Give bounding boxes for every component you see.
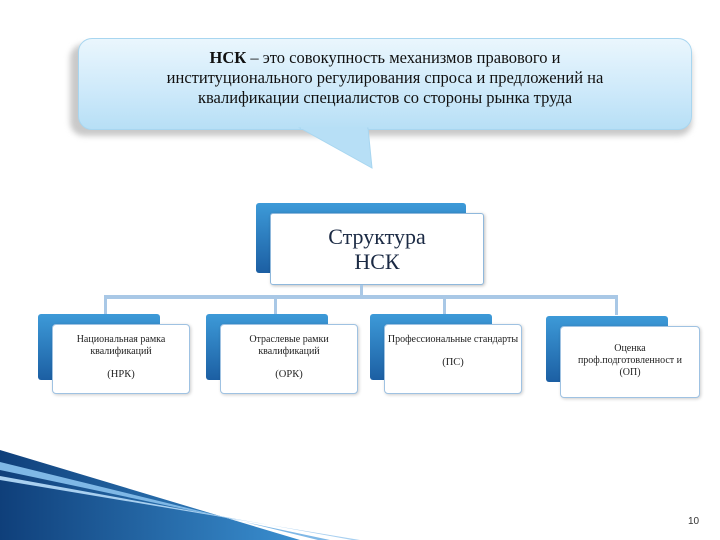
child-node-op [560, 326, 700, 398]
root-node-line-1: Структура [328, 224, 426, 249]
connector-drop-4 [615, 295, 618, 315]
child-node-abbr: (ОРК) [275, 369, 303, 380]
root-node [270, 213, 484, 285]
child-node-abbr: (НРК) [107, 369, 135, 380]
child-node-title: Отраслевые рамки квалификаций [249, 334, 329, 357]
child-node-title: Оценка проф.подготовленност и (ОП) [577, 343, 683, 378]
page-number: 10 [688, 516, 700, 527]
connector-drop-2 [274, 295, 277, 315]
child-node-nrk [52, 324, 190, 394]
corner-swoosh-decoration [0, 440, 720, 540]
child-node-title: Национальная рамка квалификаций [76, 334, 166, 357]
child-node-title: Профессиональные стандарты [387, 334, 519, 345]
child-node-ps [384, 324, 522, 394]
connector-bar [104, 295, 618, 299]
connector-drop-3 [443, 295, 446, 315]
connector-drop-1 [104, 295, 107, 315]
definition-line-2: институционального регулирования спроса и предложений на [166, 68, 604, 87]
child-node-abbr: (ПС) [442, 357, 464, 368]
definition-line-1: – это совокупность механизмов правового и [246, 48, 561, 67]
definition-text [78, 48, 692, 108]
definition-term: НСК [209, 48, 247, 67]
definition-line-3: квалификации специалистов со стороны рынка труда [197, 88, 573, 107]
root-node-line-2: НСК [354, 249, 400, 274]
child-node-ork [220, 324, 358, 394]
